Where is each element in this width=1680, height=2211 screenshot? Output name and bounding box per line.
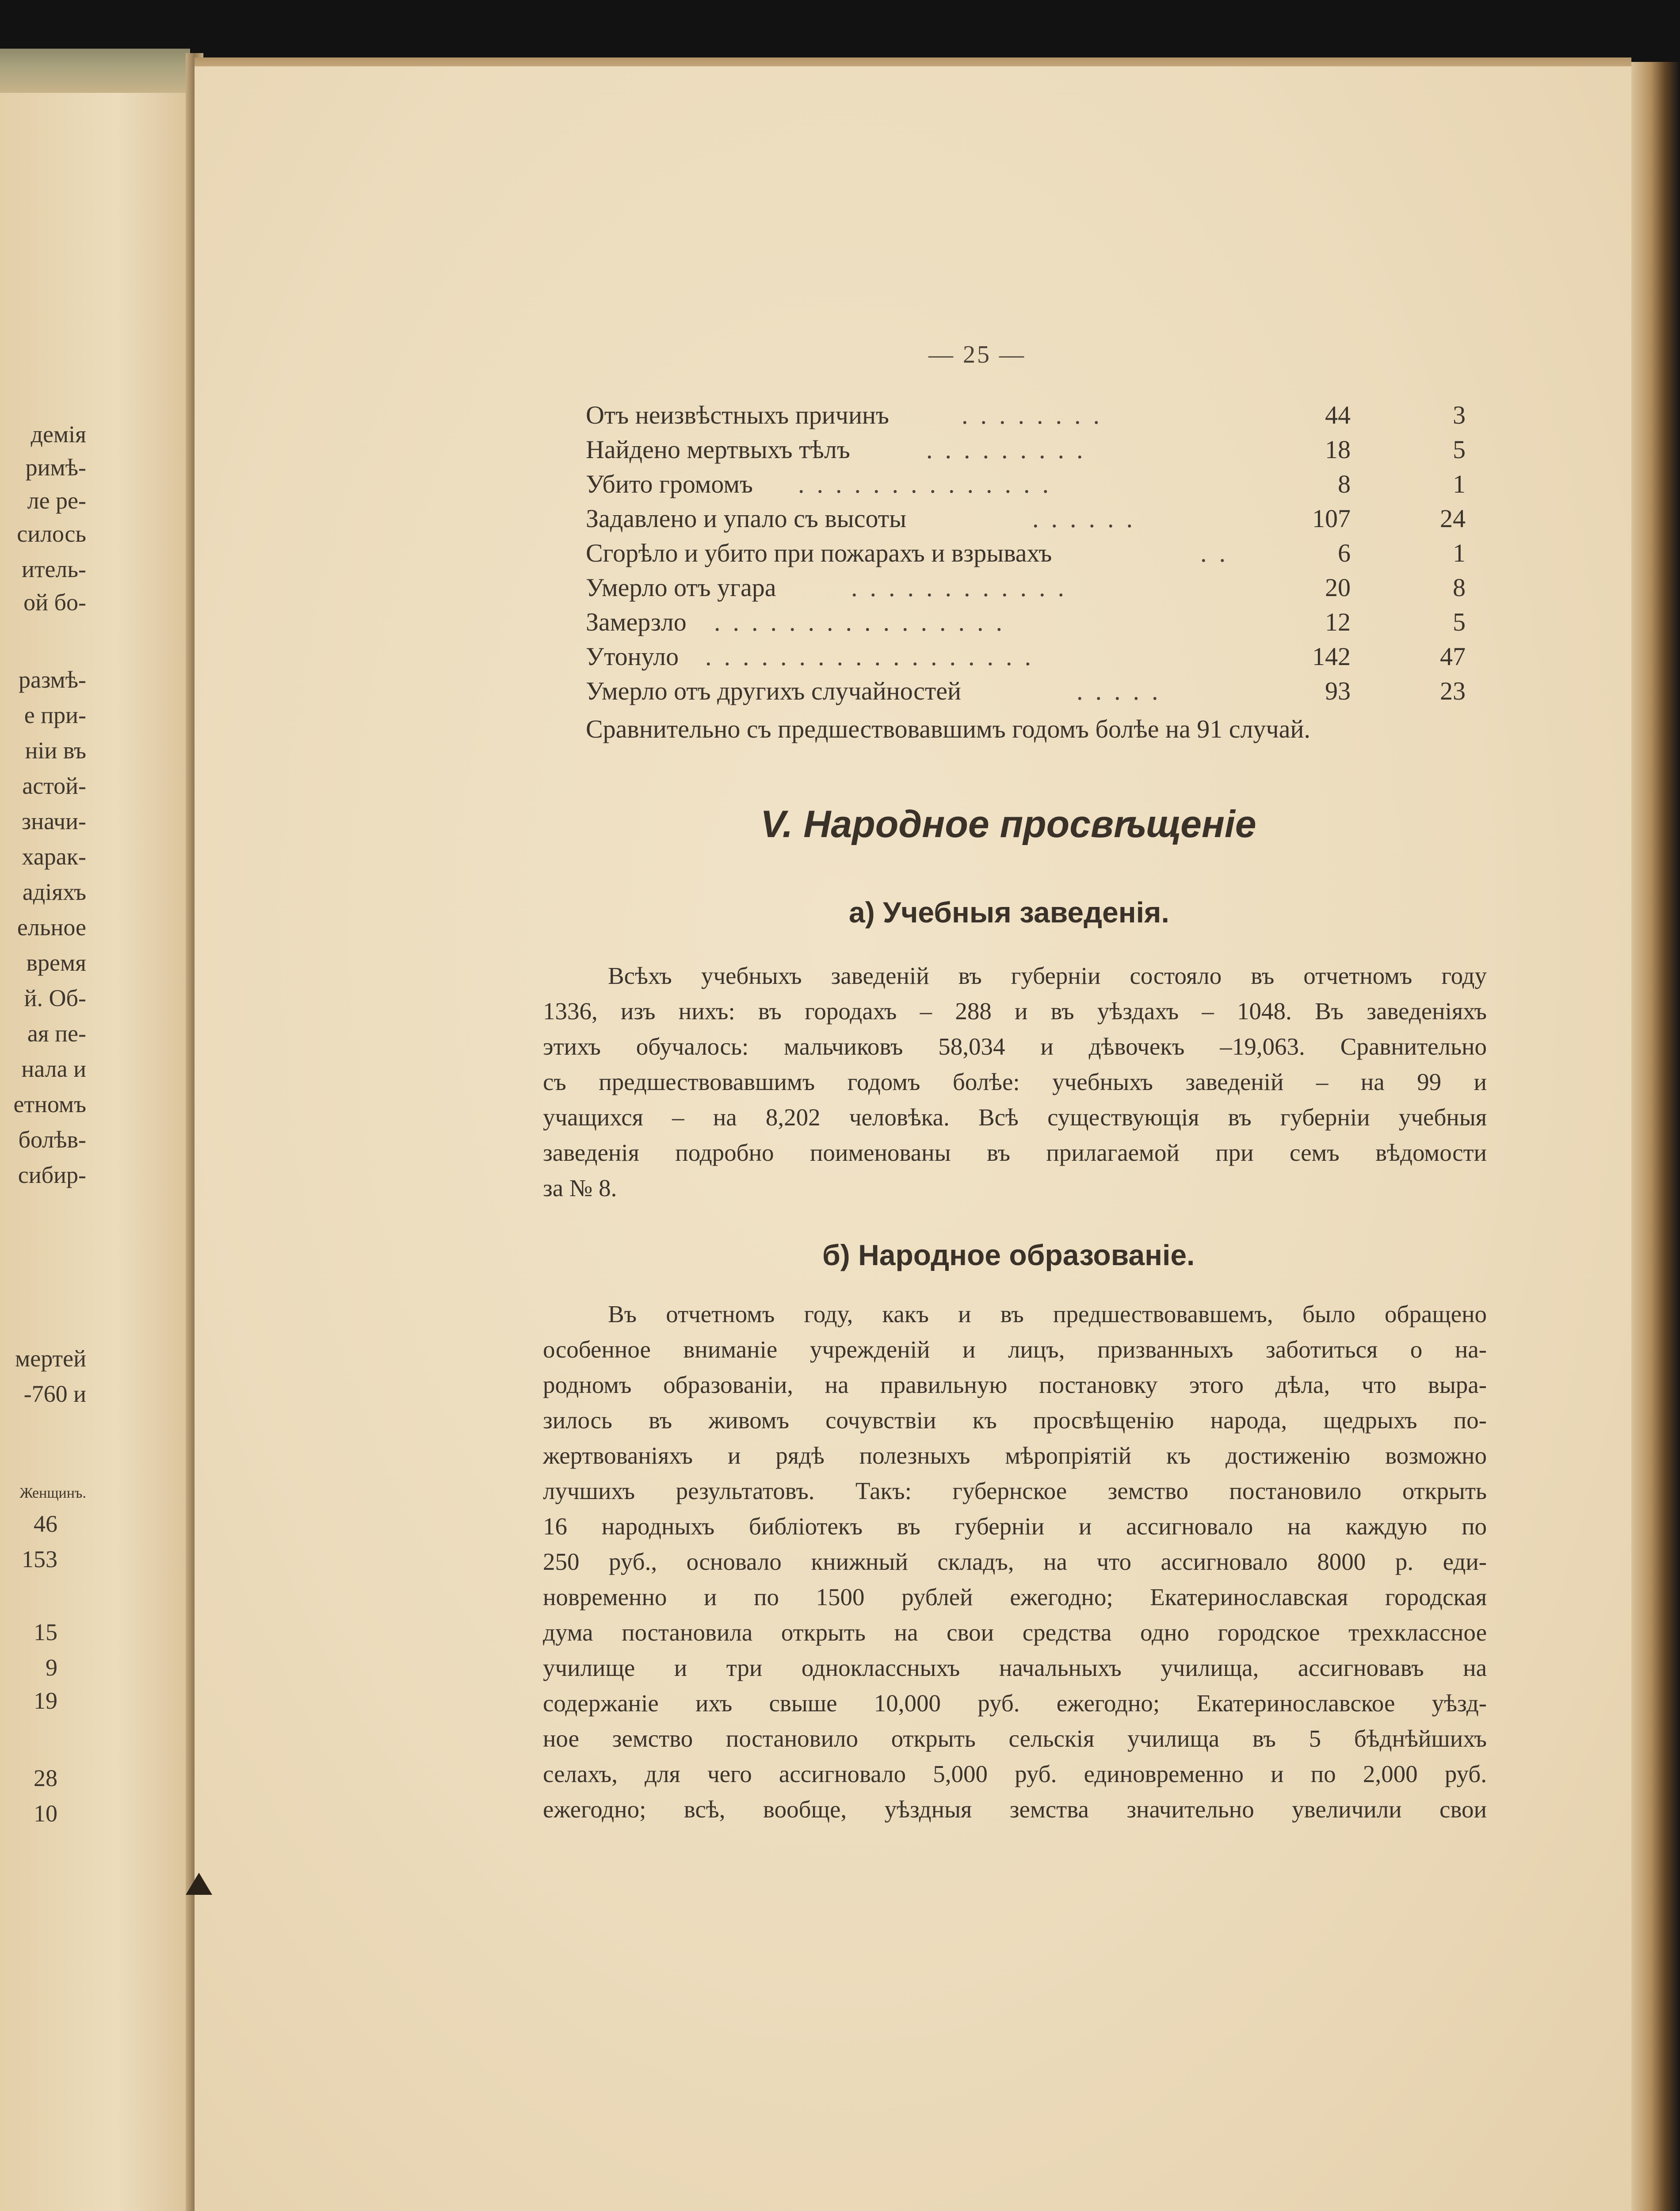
left-number: 19 [34,1687,57,1714]
left-fragment: ой бо- [23,589,86,616]
paragraph-line: 250 руб., основало книжный складъ, на что ассигновало 8000 р. еди- [543,1548,1487,1575]
stat-dots: .................. [705,642,1043,671]
stat-value-men: 6 [1338,539,1351,567]
stat-label: Сгорѣло и убито при пожарахъ и взрывахъ [586,539,1052,567]
stat-dots: .. [1200,539,1238,567]
stat-label: Замерзло [586,608,687,636]
left-fragment: ая пе- [27,1020,86,1047]
paragraph-line: ное земство постановило открыть сельскія училища въ 5 бѣднѣйшихъ [543,1725,1487,1752]
stat-dots: ......... [926,435,1096,464]
stats-summary: Сравнительно съ предшествовавшимъ годомъ болѣе на 91 случай. [586,715,1310,743]
paragraph-line: Въ отчетномъ году, какъ и въ предшествовавшемъ, было обращено [608,1301,1487,1327]
stat-value-men: 142 [1312,642,1351,671]
paragraph-line: съ предшествовавшимъ годомъ болѣе: учебныхъ заведеній – на 99 и [543,1068,1487,1095]
stat-dots: ..... [1077,677,1171,705]
left-fragment: харак- [22,843,86,870]
stat-value-women: 47 [1440,642,1466,671]
stat-value-women: 3 [1453,401,1466,429]
left-column-header: Женщинъ. [19,1485,86,1501]
stat-row [586,573,1470,608]
paragraph-line: училище и три одноклассныхъ начальныхъ училища, ассигновавъ на [543,1654,1487,1681]
paragraph-line: учащихся – на 8,202 человѣка. Всѣ существующія въ губерніи учебныя [543,1104,1487,1131]
stat-value-women: 5 [1453,608,1466,636]
stat-label: Утонуло [586,642,679,671]
left-fragment: мертей [15,1345,86,1372]
paragraph-line: этихъ обучалось: мальчиковъ 58,034 и дѣвочекъ –19,063. Сравнительно [543,1033,1487,1060]
stat-row [586,676,1470,711]
stat-value-women: 23 [1440,677,1466,705]
paragraph-line: жертвованіяхъ и рядѣ полезныхъ мѣропріятій къ достиженію возможно [543,1442,1487,1469]
stat-dots: ................ [714,608,1015,636]
stat-value-men: 18 [1325,435,1351,464]
stat-row [586,642,1470,677]
stat-row [586,538,1470,574]
left-fragment: время [26,949,86,976]
subsection-heading-a: а) Учебныя заведенія. [849,896,1169,929]
stat-label: Найдено мертвыхъ тѣлъ [586,435,850,464]
paragraph-line: особенное вниманіе учрежденій и лицъ, призванныхъ заботиться о на- [543,1336,1487,1363]
stat-dots: .............. [798,470,1061,498]
left-fragment: силось [17,520,86,547]
stat-value-women: 8 [1453,573,1466,602]
left-number: 15 [34,1619,57,1645]
left-fragment: размѣ- [18,666,86,693]
paragraph-line: ежегодно; всѣ, вообще, уѣздныя земства значительно увеличили свои [543,1796,1487,1823]
paragraph-line: заведенія подробно поименованы въ прилагаемой при семъ вѣдомости [543,1139,1487,1166]
left-fragment: болѣв- [18,1126,86,1153]
left-fragment: сибир- [18,1162,86,1188]
paragraph-line: зилось въ живомъ сочувствіи къ просвѣщенію народа, щедрыхъ по- [543,1407,1487,1434]
stat-value-women: 1 [1453,539,1466,567]
stat-dots: ............ [851,573,1077,602]
paragraph-line: за № 8. [543,1174,617,1201]
left-fragment: астой- [22,773,86,799]
paragraph-line: селахъ, для чего ассигновало 5,000 руб. единовременно и по 2,000 руб. [543,1760,1487,1787]
left-fragment: -760 и [23,1381,86,1407]
left-fragment: адіяхъ [22,879,86,905]
stat-label: Отъ неизвѣстныхъ причинъ [586,401,890,429]
stat-value-women: 1 [1453,470,1466,498]
paragraph-line: родномъ образованіи, на правильную постановку этого дѣла, что выра- [543,1371,1487,1398]
left-fragment: ле ре- [27,487,86,514]
stat-value-women: 5 [1453,435,1466,464]
stat-value-men: 44 [1325,401,1351,429]
left-fragment: значи- [21,808,86,834]
left-number: 9 [46,1654,57,1681]
stat-value-men: 20 [1325,573,1351,602]
section-title: V. Народное просвѣщеніе [760,803,1256,845]
paragraph-line: 1336, изъ нихъ: въ городахъ – 288 и въ уѣздахъ – 1048. Въ заведеніяхъ [543,998,1487,1025]
left-fragment: ніи въ [25,737,86,764]
stat-row [586,469,1470,505]
left-fragment: демія [31,421,86,448]
paragraph-line: содержаніе ихъ свыше 10,000 руб. ежегодно; Екатеринославское уѣзд- [543,1690,1487,1717]
subsection-heading-b: б) Народное образованіе. [822,1239,1195,1271]
stat-label: Убито громомъ [586,470,753,498]
left-fragment: нала и [21,1056,86,1082]
left-fragment: ельное [17,914,86,941]
stat-value-men: 8 [1338,470,1351,498]
paragraph-line: новременно и по 1500 рублей ежегодно; Екатеринославская городская [543,1584,1487,1610]
stat-row [586,504,1470,539]
stat-row [586,607,1470,643]
paragraph-line: лучшихъ результатовъ. Такъ: губернское земство постановило открыть [543,1477,1487,1504]
left-number: 153 [22,1546,57,1572]
left-fragment: й. Об- [24,985,86,1011]
stat-label: Задавлено и упало съ высоты [586,504,907,533]
left-fragment: е при- [24,702,86,728]
left-number: 28 [34,1765,57,1791]
stat-row [586,400,1470,436]
page-number: — 25 — [928,341,1026,368]
stat-value-women: 24 [1440,504,1466,533]
stat-row [586,435,1470,470]
stat-value-men: 93 [1325,677,1351,705]
left-page-text [0,0,190,2211]
left-number: 46 [34,1511,57,1537]
stat-label: Умерло отъ угара [586,573,776,602]
stat-value-men: 12 [1325,608,1351,636]
left-number: 10 [34,1800,57,1827]
stat-value-men: 107 [1312,504,1351,533]
paragraph-line: Всѣхъ учебныхъ заведеній въ губерніи состояло въ отчетномъ году [608,962,1487,989]
stat-dots: ...... [1032,504,1145,533]
left-fragment: етномъ [13,1091,86,1117]
left-fragment: итель- [21,556,86,582]
paragraph-line: дума постановила открыть на свои средства одно городское трехклассное [543,1619,1487,1646]
stat-label: Умерло отъ другихъ случайностей [586,677,962,705]
stat-dots: ........ [962,401,1112,429]
left-fragment: римѣ- [25,454,86,481]
paragraph-line: 16 народныхъ библіотекъ въ губерніи и ассигновало на каждую по [543,1513,1487,1540]
